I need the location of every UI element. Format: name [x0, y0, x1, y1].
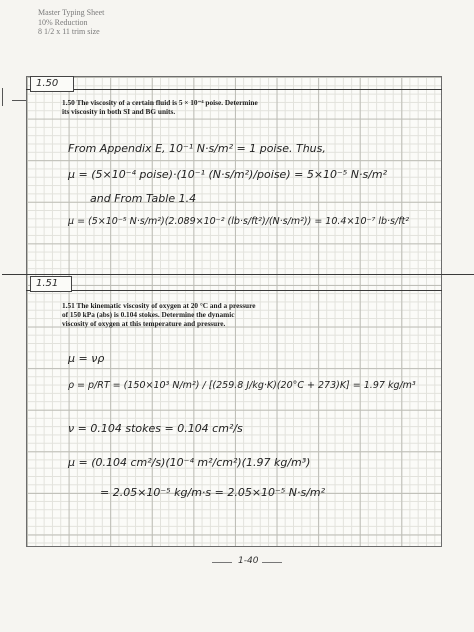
divider-line — [26, 89, 442, 90]
problem-tag-1-50: 1.50 — [30, 76, 74, 92]
header-notes — [38, 8, 104, 37]
solution-line: μ = νρ — [68, 352, 105, 365]
crop-mark — [2, 88, 3, 106]
problem-statement-1-51: 1.51 The kinematic viscosity of oxygen at 20 °C and a pressure of 150 kPa (abs) is 0.104 stokes. Determine the dynamic viscosity of oxygen at this temperature and pressure. — [62, 301, 256, 328]
solution-line: μ = (5×10⁻⁴ poise)·(10⁻¹ (N·s/m²)/poise) = 5×10⁻⁵ N·s/m² — [68, 168, 388, 181]
solution-line: = 2.05×10⁻⁵ kg/m·s = 2.05×10⁻⁵ N·s/m² — [100, 486, 326, 499]
footer-rule — [262, 562, 282, 563]
footer-rule — [212, 562, 232, 563]
header-line-1: Master Typing Sheet — [38, 8, 105, 17]
crop-mark — [12, 100, 26, 101]
solution-line: μ = (5×10⁻⁵ N·s/m²)(2.089×10⁻² (lb·s/ft²)/(N·s/m²)) = 10.4×10⁻⁷ lb·s/ft² — [68, 216, 410, 227]
solution-line: and From Table 1.4 — [90, 192, 197, 205]
divider-line — [2, 274, 474, 275]
problem-statement-1-50: 1.50 The viscosity of a certain fluid is 5 × 10⁻⁴ poise. Determine its viscosity in both SI and BG units. — [62, 98, 258, 116]
header-line-2: 10% Reduction — [38, 17, 88, 27]
solution-line: From Appendix E, 10⁻¹ N·s/m² = 1 poise. Thus, — [68, 142, 326, 155]
divider-line — [26, 290, 442, 291]
solution-line: μ = (0.104 cm²/s)(10⁻⁴ m²/cm²)(1.97 kg/m³) — [68, 456, 311, 469]
solution-line: ρ = p/RT = (150×10³ N/m²) / [(259.8 J/kg·K)(20°C + 273)K] = 1.97 kg/m³ — [68, 380, 416, 391]
page-number: 1-40 — [238, 556, 259, 566]
problem-tag-1-51: 1.51 — [30, 276, 72, 292]
header-line-3: 8 1/2 x 11 trim size — [38, 27, 100, 36]
solution-line: ν = 0.104 stokes = 0.104 cm²/s — [68, 422, 243, 435]
